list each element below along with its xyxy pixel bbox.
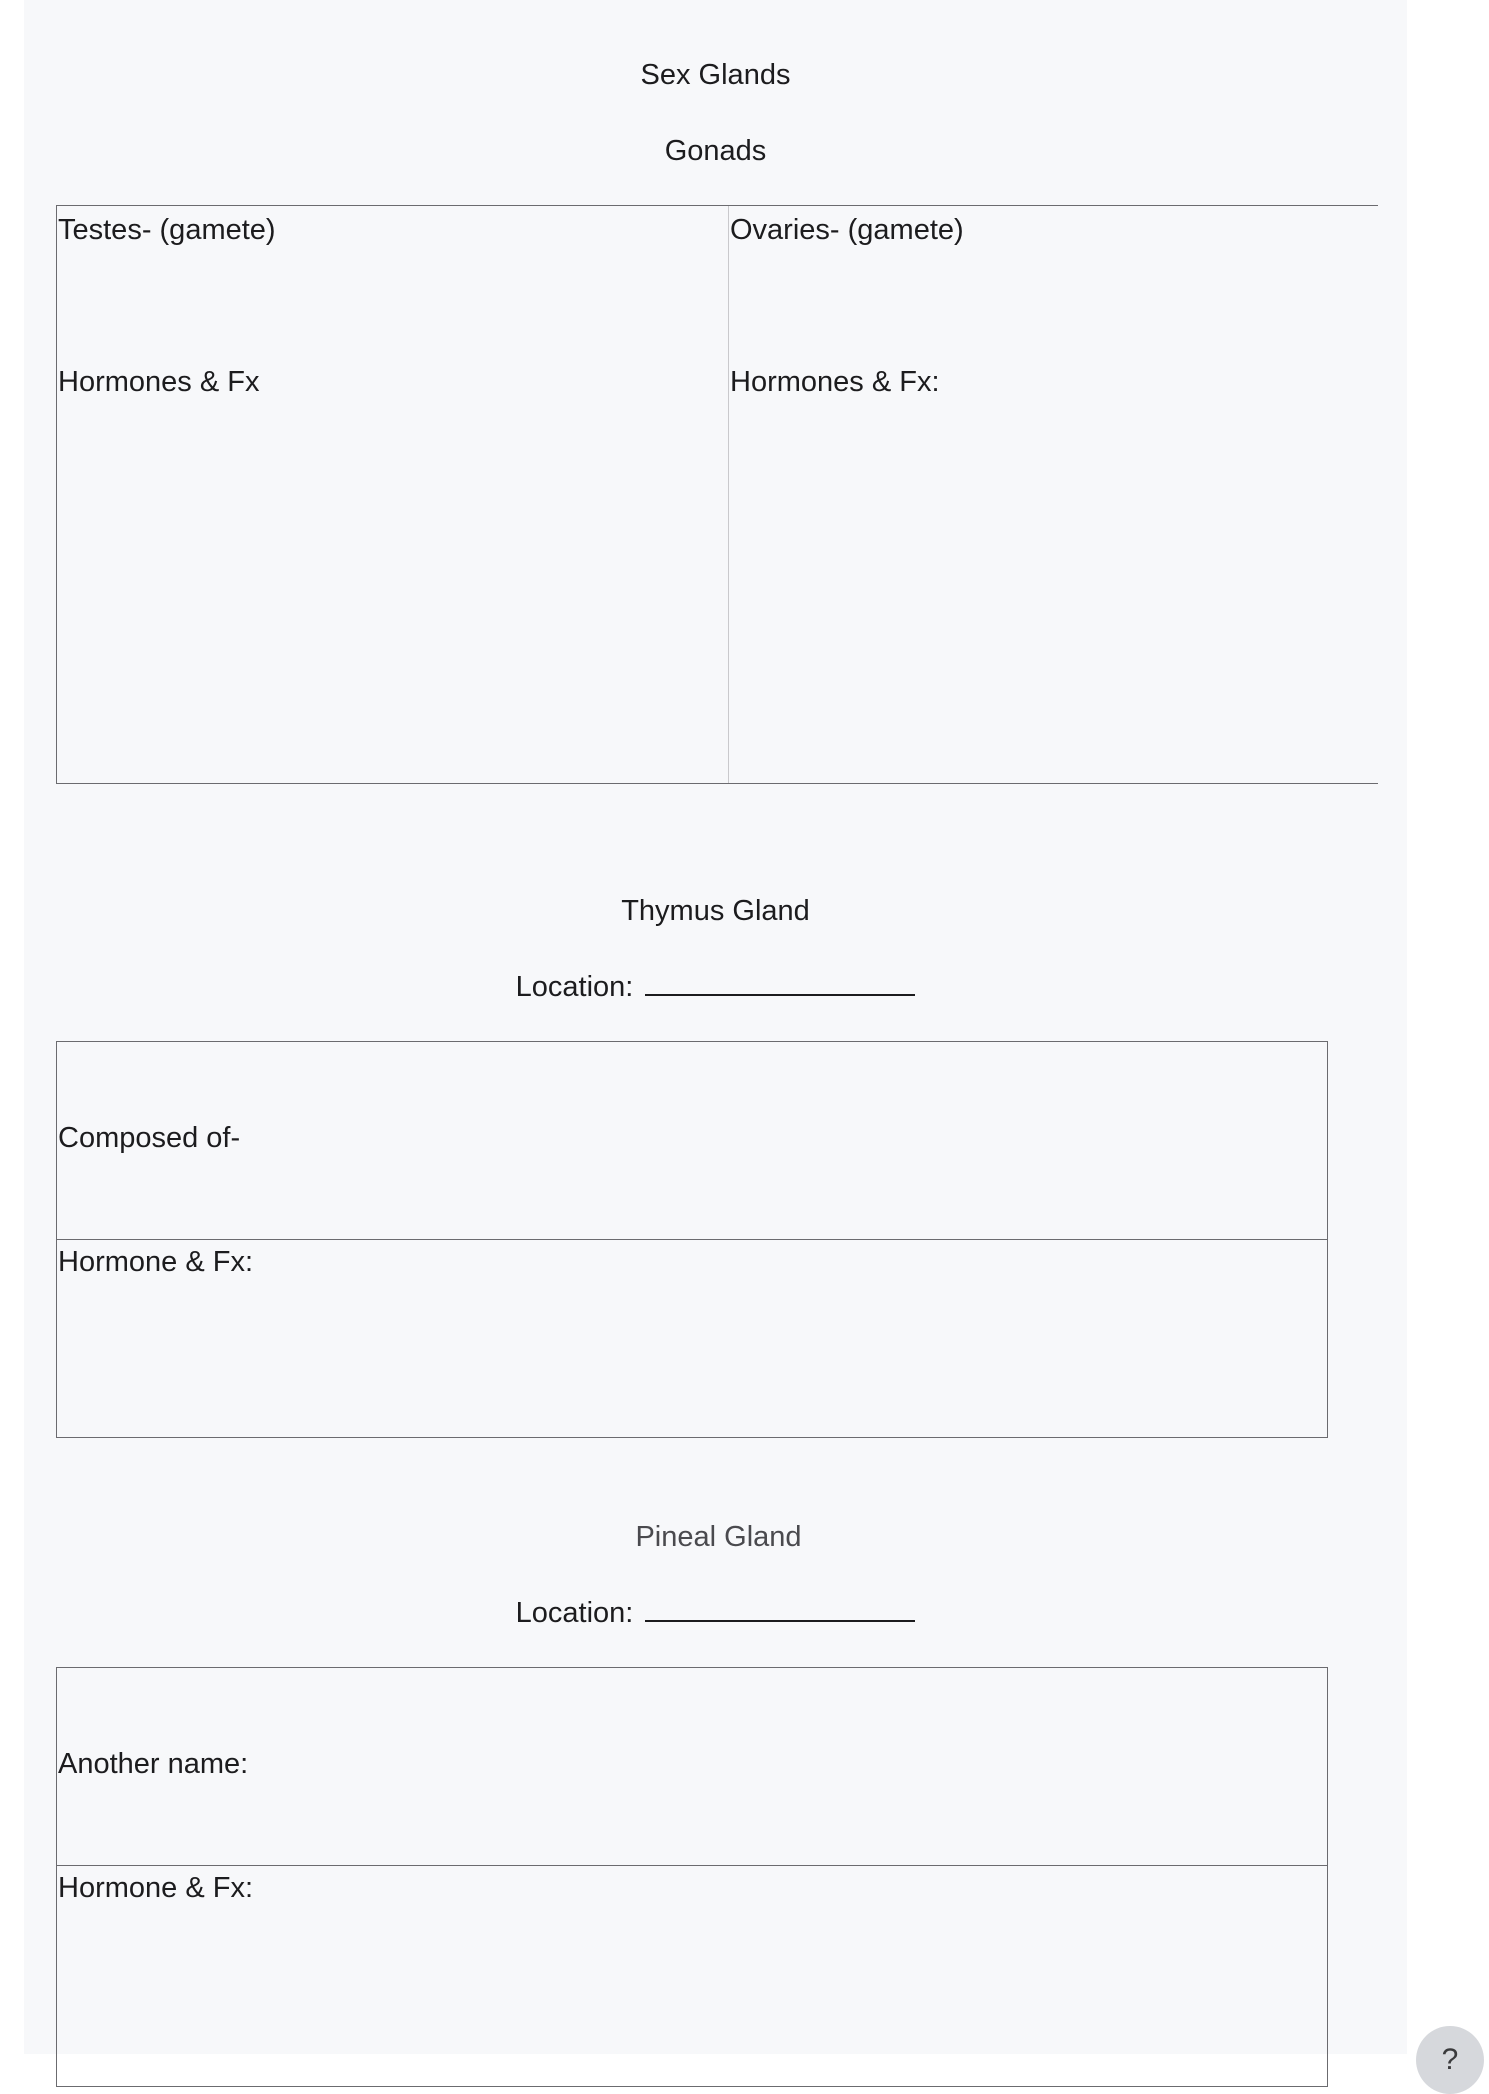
thymus-hormone-label: Hormone & Fx: — [58, 1246, 253, 1278]
document-page — [24, 0, 1407, 2054]
testes-hormones-label: Hormones & Fx — [58, 366, 260, 398]
help-button[interactable] — [1416, 2026, 1484, 2094]
gonads-subtitle: Gonads — [664, 135, 767, 167]
pineal-hormone-label: Hormone & Fx: — [58, 1872, 253, 1904]
gonads-table — [56, 205, 1378, 784]
pineal-title: Pineal Gland — [635, 1521, 802, 1553]
pineal-location-label: Location: — [515, 1597, 634, 1629]
pineal-table-divider — [57, 1865, 1327, 1866]
thymus-table-divider — [57, 1239, 1327, 1240]
gonads-table-divider — [728, 206, 729, 783]
thymus-table — [56, 1041, 1328, 1438]
pineal-another-name-label: Another name: — [58, 1748, 249, 1780]
pineal-location-blank — [645, 1602, 915, 1622]
thymus-location-blank — [645, 976, 915, 996]
help-icon: ? — [1441, 2043, 1459, 2076]
pineal-table — [56, 1667, 1328, 2087]
testes-header: Testes- (gamete) — [58, 214, 276, 246]
thymus-composed-label: Composed of- — [58, 1122, 241, 1154]
thymus-location-label: Location: — [515, 971, 634, 1003]
pineal-location — [24, 1595, 1407, 1631]
ovaries-header: Ovaries- (gamete) — [730, 214, 964, 246]
sex-glands-title: Sex Glands — [640, 59, 791, 91]
ovaries-hormones-label: Hormones & Fx: — [730, 366, 940, 398]
thymus-title: Thymus Gland — [621, 895, 810, 927]
thymus-location — [24, 969, 1407, 1005]
